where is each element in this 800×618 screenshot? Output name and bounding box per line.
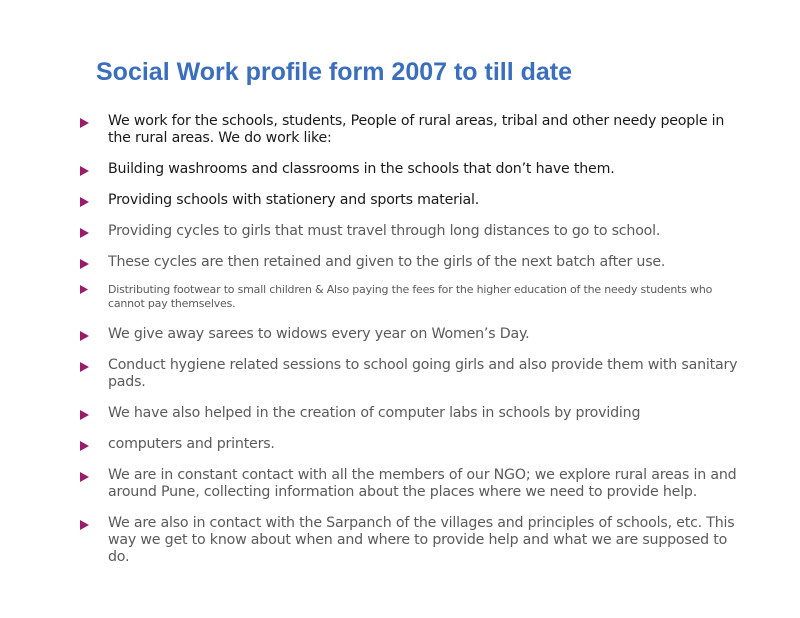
list-item [80, 515, 740, 566]
list-item-text: We are in constant contact with all the members of our NGO; we explore rural areas in and around Pune, collecting information about the places where we need to provide help. [108, 467, 737, 500]
page-title: Social Work profile form 2007 to till date [96, 58, 573, 86]
triangle-bullet-icon [80, 283, 108, 294]
triangle-bullet-icon [80, 436, 108, 451]
list-item [80, 223, 740, 240]
triangle-bullet-icon [80, 223, 108, 238]
list-item [80, 405, 740, 422]
bullet-list [80, 113, 740, 566]
list-item [80, 113, 740, 147]
list-item-text: We give away sarees to widows every year on Women’s Day. [108, 326, 530, 342]
list-item-text: computers and printers. [108, 436, 275, 452]
triangle-bullet-icon [80, 113, 108, 128]
triangle-bullet-icon [80, 326, 108, 341]
list-item-text: Distributing footwear to small children & Also paying the fees for the higher education of the needy students who cannot pay themselves. [108, 283, 713, 310]
triangle-bullet-icon [80, 254, 108, 269]
list-item [80, 436, 740, 453]
list-item [80, 161, 740, 178]
list-item-text: We work for the schools, students, People of rural areas, tribal and other needy people in the rural areas. We do work like: [108, 113, 725, 146]
triangle-bullet-icon [80, 405, 108, 420]
list-item-text: We are also in contact with the Sarpanch of the villages and principles of schools, etc. This way we get to know about when and where to provide help and what we are supposed to do. [108, 515, 735, 565]
list-item-text: Conduct hygiene related sessions to school going girls and also provide them with sanitary pads. [108, 357, 738, 390]
list-item [80, 326, 740, 343]
list-item-text: Providing cycles to girls that must travel through long distances to go to school. [108, 223, 661, 239]
list-item-text: Building washrooms and classrooms in the schools that don’t have them. [108, 161, 615, 177]
triangle-bullet-icon [80, 192, 108, 207]
triangle-bullet-icon [80, 467, 108, 482]
list-item [80, 467, 740, 501]
list-item [80, 254, 740, 271]
list-item-text: We have also helped in the creation of computer labs in schools by providing [108, 405, 641, 421]
list-item-text: Providing schools with stationery and sports material. [108, 192, 480, 208]
triangle-bullet-icon [80, 357, 108, 372]
list-item-text: These cycles are then retained and given to the girls of the next batch after use. [108, 254, 666, 270]
triangle-bullet-icon [80, 161, 108, 176]
list-item [80, 283, 740, 311]
list-item [80, 357, 740, 391]
triangle-bullet-icon [80, 515, 108, 530]
list-item [80, 192, 740, 209]
